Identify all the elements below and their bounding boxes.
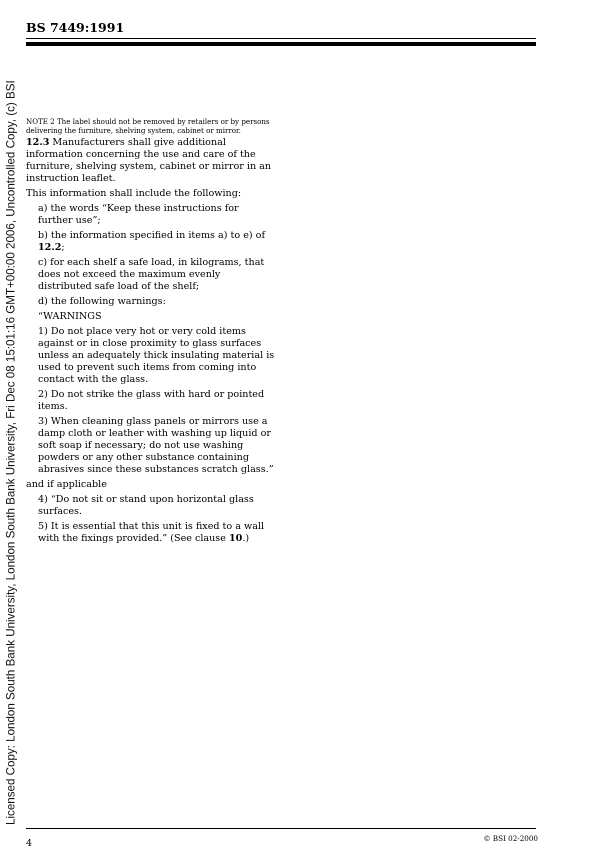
clause-10-ref: 10 — [228, 533, 243, 544]
item-b-ref: 12.2 — [38, 242, 62, 253]
item-d: d) the following warnings: — [38, 296, 166, 307]
if-applicable: and if applicable — [26, 479, 107, 490]
item-b-end: ; — [61, 242, 65, 253]
document-id: BS 7449:1991 — [26, 20, 125, 35]
warning-5 — [26, 521, 276, 545]
page-number: 4 — [26, 838, 33, 849]
header-rule-thin — [26, 38, 536, 39]
license-watermark — [0, 0, 22, 868]
note-2: NOTE 2 The label should not be removed by retailers or by persons delivering the furniture, shelving system, cabinet or mirror. — [26, 117, 270, 135]
warning-3: 3) When cleaning glass panels or mirrors use a damp cloth or leather with washing up liquid or soft soap if necessary; do not use washing powders or any other substance containing abrasives since these substances scratch glass.” — [38, 416, 274, 475]
warning-5-end: .) — [242, 533, 250, 544]
item-c: c) for each shelf a safe load, in kilograms, that does not exceed the maximum evenly distributed safe load of the shelf; — [38, 257, 265, 292]
warning-1: 1) Do not place very hot or very cold items against or in close proximity to glass surfaces unless an adequately thick insulating material is used to prevent such items from coming into contact with the glass. — [38, 326, 275, 385]
warning-4: 4) “Do not sit or stand upon horizontal glass surfaces. — [38, 494, 254, 517]
license-text: Licensed Copy: London South Bank University, London South Bank University, Fri Dec 08 15:01:16 GMT+00:00 2006, Uncontrolled Copy, (c) BSI — [4, 80, 18, 825]
item-b-text: b) the information specified in items a) to e) of — [38, 230, 266, 241]
clause-number: 12.3 — [26, 137, 50, 148]
footer-rule — [26, 828, 536, 829]
copyright-notice: © BSI 02-2000 — [483, 834, 538, 843]
body-column — [26, 117, 276, 548]
item-a: a) the words “Keep these instructions for further use”; — [38, 203, 239, 226]
intro-text: This information shall include the following: — [26, 188, 242, 199]
warning-5-text: 5) It is essential that this unit is fixed to a wall with the fixings provided.” (See clause — [38, 521, 265, 544]
clause-text: Manufacturers shall give additional information concerning the use and care of the furniture, shelving system, cabinet or mirror in an instruction leaflet. — [26, 137, 272, 184]
header-rule-thick — [26, 42, 536, 46]
clause-12-3 — [26, 137, 276, 185]
warnings-heading: “WARNINGS — [38, 311, 102, 322]
warning-2: 2) Do not strike the glass with hard or pointed items. — [38, 389, 265, 412]
item-b — [26, 230, 276, 254]
